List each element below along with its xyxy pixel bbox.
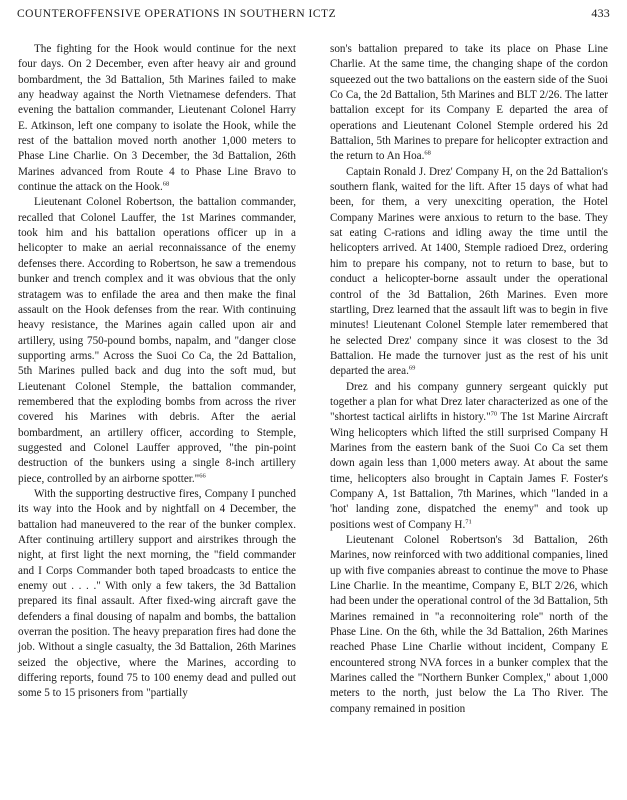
paragraph: The fighting for the Hook would continue for the next four days. On 2 December, even after heavy air and ground bombardment, the 3d Battalion, 5th Marines failed to make any headway against the North Vietnamese defenders. That evening the battalion commander, Lieutenant Colonel Harry E. Atkinson, left one company to isolate the Hook, while the rest of the battalion moved north another 1,000 meters to Phase Line Charlie. On 3 December, the 3d Battalion, 26th Marines advanced from Route 4 to Phase Line Bravo to continue the attack on the Hook.$^{68}$ xyxy=(18,43,296,194)
paragraph-continued: son's battalion prepared to take its place on Phase Line Charlie. At the same time, the changing shape of the cordon squeezed out the two battalions on the eastern side of the Suoi Co Ca, the 2d Battalion, 5th Marines and BLT 2/26. The latter battalion except for its Company E departed the area of operations and Lieutenant Colonel Stemple ordered his 2d Battalion, 5th Marines to prepare for helicopter extraction and the return to An Hoa.$^{68}$ xyxy=(330,43,608,163)
right-column xyxy=(330,42,608,717)
paragraph: Captain Ronald J. Drez' Company H, on the 2d Battalion's southern flank, waited for the lift. After 15 days of what had been, for them, a very unexciting operation, the Hotel Company Marines were anxious to return to the base. They sat eating C-rations and idling away the time until the helicopters arrived. At 1400, Stemple radioed Drez, ordering him to prepare his company, not to return to base, but to conduct a helicopter-borne assault under the operational control of the 3d Battalion, 26th Marines. Even more startling, Drez learned that the assault lift was to begin in five minutes! Lieutenant Colonel Stemple later remembered that he selected Drez' company since it was closest to the 3d Battalion. He made the turnover just as the rest of his unit departed the area.$^{69}$ xyxy=(330,165,608,378)
paragraph: Lieutenant Colonel Robertson, the battalion commander, recalled that Colonel Lauffer, the 1st Marines commander, took him and his battalion operations officer up in a helicopter to make an aerial reconnaissance of the enemy defenses there. According to Robertson, he saw a tremendous bunker and trench complex and it was obvious that the only stratagem was to enfilade the area and then make the final assault on the Hook defenses from the rear. With continuing heavy resistance, the Marines again called upon air and artillery, using 750-pound bombs, napalm, and "danger close supporting arms." Across the Suoi Co Ca, the 2d Battalion, 5th Marines pulled back and dug into the soft mud, but Lieutenant Colonel Stemple, the battalion commander, remembered that the exploding bombs from across the river covered his Marines with debris. After the aerial bombardment, an artillery officer, according to Stemple, suggested and Colonel Lauffer approved, "the pin-point destruction of the bunkers using a single 8-inch artillery piece, controlled by an airborne spotter."$^{66}$ xyxy=(18,196,296,485)
running-title: COUNTEROFFENSIVE OPERATIONS IN SOUTHERN ICTZ xyxy=(17,8,337,20)
paragraph: With the supporting destructive fires, Company I punched its way into the Hook and by nightfall on 4 December, the battalion had maneuvered to the rear of the bunker complex. After continuing artillery support and airstrikes through the night, at first light the next morning, the "field commander and I Corps Commander both taped broadcasts to entice the enemy out . . . ." With only a few takers, the 3d Battalion prepared its final assault. After fixed-wing aircraft gave the defenders a final dousing of napalm and bombs, the battalion overran the position. The heavy preparation fires had done the job. Without a single casualty, the 3d Battalion, 26th Marines seized the objective, where the Marines, according to differing reports, found 75 to 100 enemy dead and pulled out some 5 to 15 prisoners from "partially xyxy=(18,487,296,700)
footnote-ref: 66 xyxy=(199,471,206,479)
footnote-ref: 68 xyxy=(424,149,431,157)
page-header xyxy=(17,6,610,26)
footnote-ref: 70 xyxy=(490,410,498,418)
footnote-ref: 71 xyxy=(465,517,472,525)
paragraph: Drez and his company gunnery sergeant quickly put together a plan for what Drez later characterized as one of the "shortest tactical airlifts in history."$^{70}$ The 1st Marine Aircraft Wing helicopters which lifted the still surprised Company H Marines from the eastern bank of the Suoi Co Ca set them down again less than 1,000 meters away. At about the same time, helicopters also brought in Captain James F. Foster's Company A, 1st Battalion, 7th Marines, which "landed in a 'hot' landing zone, dispatched the enemy" and took up positions west of Company H.$^{71}$ xyxy=(330,380,609,531)
page-number: 433 xyxy=(591,6,610,20)
paragraph: Lieutenant Colonel Robertson's 3d Battalion, 26th Marines, now reinforced with two additional companies, lined up with five companies abreast to continue the move to Phase Line Charlie. In the meantime, Company E, BLT 2/26, which had been under the operational control of the 3d Battalion, 5th Marines remained in "a reconnoitering role" north of the Phase Line. On the 6th, while the 3d Battalion, 26th Marines reached Phase Line Charlie without incident, Company E encountered strong NVA forces in a bunker complex that the Marines called the "Northern Bunker Complex," about 1,000 meters to the north, just below the La Tho River. The company remained in position xyxy=(330,534,608,715)
left-column xyxy=(18,42,296,702)
footnote-ref: 69 xyxy=(408,364,416,372)
footnote-ref: 68 xyxy=(162,180,170,188)
